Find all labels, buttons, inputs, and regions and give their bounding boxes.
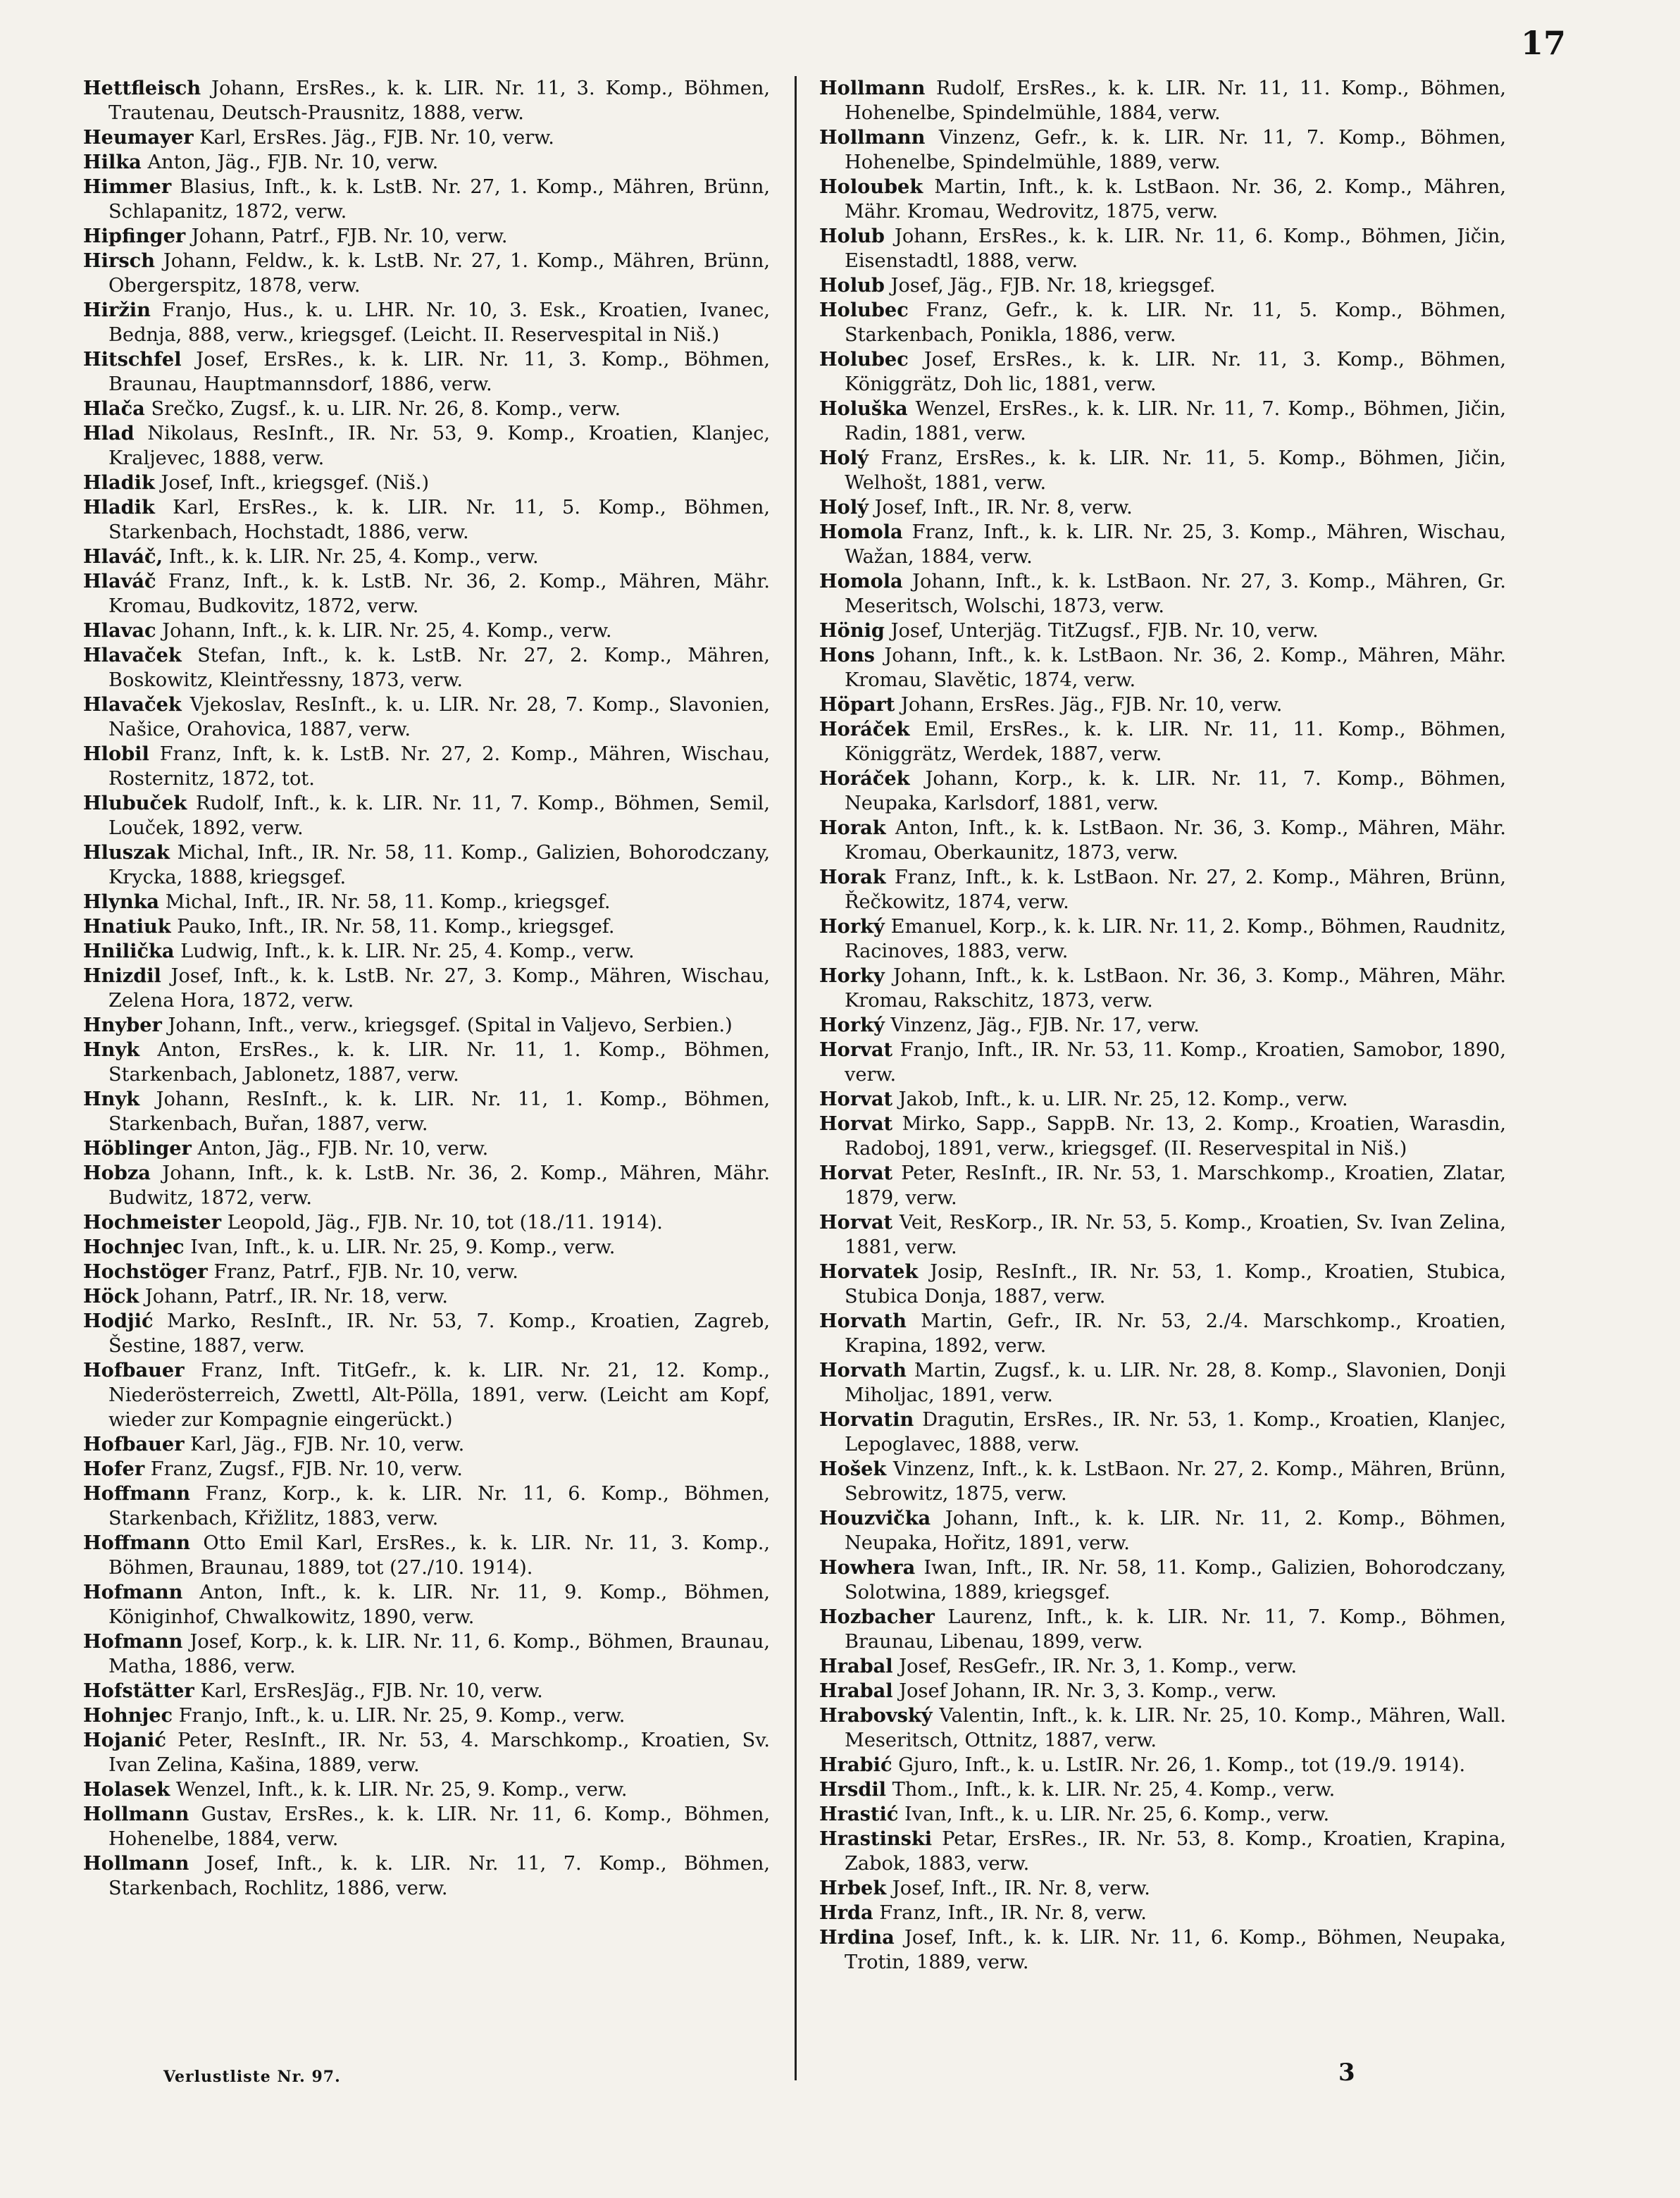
- entry-details: Franz, Inft, k. k. LstB. Nr. 27, 2. Komp., Mähren, Wischau, Rosternitz, 1872, tot.: [108, 743, 770, 790]
- list-entry: [819, 1654, 1506, 1679]
- list-entry: [819, 1901, 1506, 1925]
- entry-details: Anton, Inft., k. k. LIR. Nr. 11, 9. Komp., Böhmen, Königinhof, Chwalkowitz, 1890, verw.: [108, 1582, 770, 1628]
- entry-surname: Hozbacher: [819, 1606, 935, 1628]
- list-entry: [83, 569, 770, 619]
- entry-details: Johann, Feldw., k. k. LstB. Nr. 27, 1. Komp., Mähren, Brünn, Obergerspitz, 1878, verw.: [108, 250, 770, 297]
- list-entry: [83, 1260, 770, 1284]
- list-entry: [83, 175, 770, 224]
- entry-surname: Horvat: [819, 1112, 893, 1135]
- entry-details: Otto Emil Karl, ErsRes., k. k. LIR. Nr. 11, 3. Komp., Böhmen, Braunau, 1889, tot (27./10. 1914).: [108, 1532, 770, 1579]
- entry-details: Iwan, Inft., IR. Nr. 58, 11. Komp., Galizien, Bohorodczany, Solotwina, 1889, kriegsgef.: [845, 1557, 1506, 1603]
- list-entry: [83, 1038, 770, 1087]
- entry-details: Jakob, Inft., k. u. LIR. Nr. 25, 12. Komp., verw.: [892, 1088, 1348, 1110]
- entry-surname: Holub: [819, 274, 885, 297]
- list-entry: [819, 717, 1506, 766]
- entry-details: Leopold, Jäg., FJB. Nr. 10, tot (18./11. 1914).: [221, 1212, 663, 1234]
- entry-details: Ivan, Inft., k. u. LIR. Nr. 25, 6. Komp., verw.: [898, 1803, 1330, 1825]
- entry-surname: Hofstätter: [83, 1679, 194, 1702]
- entry-details: Marko, ResInft., IR. Nr. 53, 7. Komp., Kroatien, Zagreb, Šestine, 1887, verw.: [108, 1310, 770, 1357]
- entry-details: Franz, Patrf., FJB. Nr. 10, verw.: [207, 1261, 518, 1283]
- entry-surname: Holubec: [819, 299, 909, 321]
- entry-details: Vinzenz, Inft., k. k. LstBaon. Nr. 27, 2. Komp., Mähren, Brünn, Sebrowitz, 1875, verw.: [845, 1458, 1506, 1505]
- entry-details: Karl, Jäg., FJB. Nr. 10, verw.: [184, 1434, 465, 1455]
- entry-surname: Homola: [819, 570, 903, 592]
- list-entry: [819, 816, 1506, 865]
- entry-surname: Horvat: [819, 1211, 893, 1234]
- list-entry: [819, 175, 1506, 224]
- entry-details: Josef, Unterjäg. TitZugsf., FJB. Nr. 10, verw.: [884, 620, 1319, 642]
- entry-surname: Hrabovský: [819, 1704, 933, 1727]
- entry-surname: Horvat: [819, 1088, 893, 1110]
- entry-details: Franz, Zugsf., FJB. Nr. 10, verw.: [144, 1458, 463, 1480]
- list-entry: [819, 1457, 1506, 1506]
- page-number: 17: [1520, 24, 1566, 62]
- list-entry: [83, 125, 770, 150]
- entry-surname: Hobza: [83, 1162, 151, 1184]
- list-entry: [83, 1235, 770, 1260]
- entry-details: Anton, Inft., k. k. LstBaon. Nr. 36, 3. Komp., Mähren, Mähr. Kromau, Oberkaunitz, 1873, verw.: [845, 817, 1506, 864]
- entry-details: Vjekoslav, ResInft., k. u. LIR. Nr. 28, 7. Komp., Slavonien, Našice, Orahovica, 1887, verw.: [108, 694, 770, 740]
- list-entry: [83, 840, 770, 890]
- entry-surname: Hluszak: [83, 841, 170, 864]
- entry-surname: Hlad: [83, 422, 135, 445]
- list-entry: [83, 471, 770, 495]
- list-entry: [819, 1408, 1506, 1457]
- entry-surname: Hnyber: [83, 1014, 162, 1036]
- list-entry: [83, 890, 770, 914]
- entry-surname: Hons: [819, 644, 875, 666]
- entry-surname: Howhera: [819, 1556, 916, 1579]
- footer-sheet-mark: 3: [1338, 2059, 1355, 2087]
- entry-details: Martin, Zugsf., k. u. LIR. Nr. 28, 8. Komp., Slavonien, Donji Miholjac, 1891, verw.: [845, 1360, 1506, 1406]
- entry-surname: Hofer: [83, 1458, 145, 1480]
- entry-surname: Horvat: [819, 1038, 893, 1061]
- entry-details: Martin, Inft., k. k. LstBaon. Nr. 36, 2. Komp., Mähren, Mähr. Kromau, Wedrovitz, 1875, verw.: [845, 176, 1506, 223]
- list-entry: [819, 1876, 1506, 1901]
- entry-surname: Hlubuček: [83, 792, 187, 814]
- entry-details: Laurenz, Inft., k. k. LIR. Nr. 11, 7. Komp., Böhmen, Braunau, Libenau, 1899, verw.: [845, 1606, 1506, 1653]
- entry-surname: Heumayer: [83, 126, 194, 149]
- entry-surname: Hrabić: [819, 1753, 892, 1776]
- entry-details: Johann, Inft., k. k. LIR. Nr. 25, 4. Komp., verw.: [156, 620, 612, 642]
- list-entry: [819, 397, 1506, 446]
- list-entry: [83, 347, 770, 397]
- entry-details: Johann, Inft., verw., kriegsgef. (Spital in Valjevo, Serbien.): [161, 1014, 733, 1036]
- entry-details: Srečko, Zugsf., k. u. LIR. Nr. 26, 8. Komp., verw.: [144, 398, 621, 420]
- list-entry: [83, 1210, 770, 1235]
- entry-surname: Hettfleisch: [83, 77, 201, 99]
- entry-details: Johann, Patrf., FJB. Nr. 10, verw.: [185, 225, 508, 247]
- entry-surname: Holý: [819, 447, 869, 469]
- entry-details: Josef, Inft., IR. Nr. 8, verw.: [886, 1877, 1150, 1899]
- entry-surname: Holasek: [83, 1778, 170, 1801]
- entry-surname: Horvat: [819, 1162, 893, 1184]
- entry-details: Johann, Inft., k. k. LstBaon. Nr. 36, 3. Komp., Mähren, Mähr. Kromau, Rakschitz, 1873, verw.: [845, 965, 1506, 1012]
- entry-details: Gustav, ErsRes., k. k. LIR. Nr. 11, 6. Komp., Böhmen, Hohenelbe, 1884, verw.: [108, 1803, 770, 1850]
- entry-surname: Horvatek: [819, 1260, 919, 1283]
- list-entry: [819, 298, 1506, 347]
- entry-details: Pauko, Inft., IR. Nr. 58, 11. Komp., kriegsgef.: [170, 916, 615, 938]
- entry-details: Blasius, Inft., k. k. LstB. Nr. 27, 1. Komp., Mähren, Brünn, Schlapanitz, 1872, verw.: [108, 176, 770, 223]
- list-entry: [83, 397, 770, 421]
- entry-details: Thom., Inft., k. k. LIR. Nr. 25, 4. Komp., verw.: [885, 1779, 1336, 1801]
- entry-surname: Hilka: [83, 151, 142, 173]
- entry-surname: Hnilička: [83, 940, 175, 962]
- entry-details: Johann, Korp., k. k. LIR. Nr. 11, 7. Komp., Böhmen, Neupaka, Karlsdorf, 1881, verw.: [845, 768, 1506, 814]
- entry-details: Michal, Inft., IR. Nr. 58, 11. Komp., kriegsgef.: [159, 891, 611, 913]
- list-entry: [83, 1358, 770, 1432]
- list-entry: [83, 1136, 770, 1161]
- entry-surname: Hlača: [83, 397, 145, 420]
- entry-details: Josef Johann, IR. Nr. 3, 3. Komp., verw.: [892, 1680, 1277, 1702]
- list-entry: [83, 1482, 770, 1531]
- entry-surname: Horký: [819, 915, 885, 938]
- entry-details: Martin, Gefr., IR. Nr. 53, 2./4. Marschkomp., Kroatien, Krapina, 1892, verw.: [845, 1310, 1506, 1357]
- list-entry: [83, 495, 770, 545]
- entry-surname: Hlobil: [83, 743, 149, 765]
- entry-details: Gjuro, Inft., k. u. LstIR. Nr. 26, 1. Komp., tot (19./9. 1914).: [892, 1754, 1466, 1776]
- entry-details: Peter, ResInft., IR. Nr. 53, 1. Marschkomp., Kroatien, Zlatar, 1879, verw.: [845, 1162, 1506, 1209]
- entry-surname: Hlaváč: [83, 570, 156, 592]
- list-entry: [819, 495, 1506, 520]
- list-entry: [83, 619, 770, 643]
- entry-details: Josef, Inft., IR. Nr. 8, verw.: [868, 497, 1133, 519]
- list-entry: [83, 224, 770, 249]
- list-entry: [819, 1309, 1506, 1358]
- list-entry: [819, 693, 1506, 717]
- list-entry: [83, 1013, 770, 1038]
- entry-details: Josef, Korp., k. k. LIR. Nr. 11, 6. Komp., Böhmen, Braunau, Matha, 1886, verw.: [108, 1631, 770, 1677]
- entry-details: Johann, Inft., k. k. LstB. Nr. 36, 2. Komp., Mähren, Mähr. Budwitz, 1872, verw.: [108, 1162, 770, 1209]
- entry-surname: Hoffmann: [83, 1482, 191, 1505]
- entry-surname: Hollmann: [83, 1803, 189, 1825]
- list-entry: [819, 446, 1506, 495]
- list-entry: [819, 1679, 1506, 1703]
- entry-details: Nikolaus, ResInft., IR. Nr. 53, 9. Komp., Kroatien, Klanjec, Kraljevec, 1888, verw.: [108, 423, 770, 469]
- column-divider: [795, 76, 797, 2080]
- entry-details: Michal, Inft., IR. Nr. 58, 11. Komp., Galizien, Bohorodczany, Krycka, 1888, kriegsgef.: [108, 842, 770, 888]
- list-entry: [83, 742, 770, 791]
- entry-details: Stefan, Inft., k. k. LstB. Nr. 27, 2. Komp., Mähren, Boskowitz, Kleintřessny, 1873, verw.: [108, 645, 770, 691]
- list-entry: [819, 619, 1506, 643]
- entry-surname: Hofmann: [83, 1630, 183, 1653]
- entry-surname: Hlavaček: [83, 693, 182, 716]
- list-entry: [83, 1777, 770, 1802]
- entry-surname: Horký: [819, 1014, 885, 1036]
- entry-details: Josef, Jäg., FJB. Nr. 18, kriegsgef.: [884, 275, 1216, 297]
- list-entry: [83, 1802, 770, 1851]
- entry-details: Josip, ResInft., IR. Nr. 53, 1. Komp., Kroatien, Stubica, Stubica Donja, 1887, verw.: [845, 1261, 1506, 1308]
- entry-details: Peter, ResInft., IR. Nr. 53, 4. Marschkomp., Kroatien, Sv. Ivan Zelina, Kašina, 1889, verw.: [108, 1730, 770, 1776]
- list-entry: [819, 964, 1506, 1013]
- entry-surname: Hollmann: [819, 77, 926, 99]
- entry-details: Mirko, Sapp., SappB. Nr. 13, 2. Komp., Kroatien, Warasdin, Radoboj, 1891, verw., kriegsgef. (II. Reservespital in Niš.): [845, 1113, 1506, 1160]
- entry-surname: Hiržin: [83, 299, 151, 321]
- entry-surname: Horky: [819, 964, 885, 987]
- list-entry: [83, 1161, 770, 1210]
- entry-details: Josef, Inft., k. k. LIR. Nr. 11, 6. Komp., Böhmen, Neupaka, Trotin, 1889, verw.: [845, 1927, 1506, 1973]
- list-entry: [83, 249, 770, 298]
- entry-surname: Horvatin: [819, 1408, 914, 1431]
- list-entry: [819, 1777, 1506, 1802]
- entry-surname: Hnyk: [83, 1038, 140, 1061]
- columns-container: [83, 76, 1513, 2077]
- entry-surname: Höpart: [819, 693, 895, 716]
- list-entry: [819, 76, 1506, 125]
- entry-details: Ivan, Inft., k. u. LIR. Nr. 25, 9. Komp., verw.: [184, 1236, 616, 1258]
- entry-details: Josef, ErsRes., k. k. LIR. Nr. 11, 3. Komp., Böhmen, Königgrätz, Doh lic, 1881, verw.: [845, 349, 1506, 395]
- entry-surname: Hrastić: [819, 1803, 899, 1825]
- entry-surname: Hofbauer: [83, 1359, 185, 1381]
- entry-surname: Hrdina: [819, 1926, 895, 1949]
- entry-surname: Hnyk: [83, 1088, 140, 1110]
- entry-details: Franz, Gefr., k. k. LIR. Nr. 11, 5. Komp., Böhmen, Starkenbach, Ponikla, 1886, verw.: [845, 299, 1506, 346]
- entry-details: Wenzel, Inft., k. k. LIR. Nr. 25, 9. Komp., verw.: [170, 1779, 628, 1801]
- entry-details: Franz, Inft., k. k. LstB. Nr. 36, 2. Komp., Mähren, Mähr. Kromau, Budkovitz, 1872, verw.: [108, 571, 770, 617]
- list-entry: [83, 421, 770, 471]
- entry-surname: Hofmann: [83, 1581, 183, 1603]
- entry-surname: Hitschfel: [83, 348, 182, 371]
- entry-surname: Hipfinger: [83, 225, 186, 247]
- entry-surname: Holub: [819, 225, 885, 247]
- entry-surname: Hrabal: [819, 1655, 893, 1677]
- entry-surname: Hrda: [819, 1901, 873, 1924]
- entry-details: Veit, ResKorp., IR. Nr. 53, 5. Komp., Kroatien, Sv. Ivan Zelina, 1881, verw.: [845, 1212, 1506, 1258]
- list-entry: [83, 1728, 770, 1777]
- entry-details: Rudolf, Inft., k. k. LIR. Nr. 11, 7. Komp., Böhmen, Semil, Louček, 1892, verw.: [108, 793, 770, 839]
- list-entry: [83, 1851, 770, 1901]
- entry-surname: Hofbauer: [83, 1433, 185, 1455]
- list-entry: [819, 1038, 1506, 1087]
- footer-list-reference: Verlustliste Nr. 97.: [163, 2068, 341, 2086]
- entry-surname: Hlynka: [83, 890, 160, 913]
- list-entry: [819, 914, 1506, 964]
- list-entry: [819, 1556, 1506, 1605]
- entry-surname: Hrbek: [819, 1877, 887, 1899]
- entry-details: Karl, ErsRes., k. k. LIR. Nr. 11, 5. Komp., Böhmen, Starkenbach, Hochstadt, 1886, verw.: [108, 497, 770, 543]
- list-entry: [819, 766, 1506, 816]
- list-entry: [83, 1679, 770, 1703]
- entry-surname: Horvath: [819, 1310, 907, 1332]
- list-entry: [819, 643, 1506, 693]
- entry-surname: Hohnjec: [83, 1704, 173, 1727]
- entry-details: Vinzenz, Gefr., k. k. LIR. Nr. 11, 7. Komp., Böhmen, Hohenelbe, Spindelmühle, 1889, verw.: [845, 127, 1506, 173]
- entry-surname: Hnizdil: [83, 964, 161, 987]
- entry-details: Rudolf, ErsRes., k. k. LIR. Nr. 11, 11. Komp., Böhmen, Hohenelbe, Spindelmühle, 1884, verw.: [845, 77, 1506, 124]
- list-entry: [819, 1358, 1506, 1408]
- entry-details: Johann, Inft., k. k. LstBaon. Nr. 36, 2. Komp., Mähren, Mähr. Kromau, Slavětic, 1874, verw.: [845, 645, 1506, 691]
- entry-details: Franz, Korp., k. k. LIR. Nr. 11, 6. Komp., Böhmen, Starkenbach, Křižlitz, 1883, verw.: [108, 1483, 770, 1529]
- entry-details: Inft., k. k. LIR. Nr. 25, 4. Komp., verw.: [163, 546, 539, 568]
- entry-details: Franjo, Inft., IR. Nr. 53, 11. Komp., Kroatien, Samobor, 1890, verw.: [845, 1039, 1506, 1086]
- entry-details: Emanuel, Korp., k. k. LIR. Nr. 11, 2. Komp., Böhmen, Raudnitz, Racinoves, 1883, verw.: [845, 916, 1506, 962]
- entry-details: Valentin, Inft., k. k. LIR. Nr. 25, 10. Komp., Mähren, Wall. Meseritsch, Ottnitz, 1887, verw.: [845, 1705, 1506, 1751]
- list-entry: [819, 1703, 1506, 1753]
- entry-surname: Homola: [819, 521, 903, 543]
- entry-details: Johann, Inft., k. k. LIR. Nr. 11, 2. Komp., Böhmen, Neupaka, Hořitz, 1891, verw.: [845, 1508, 1506, 1554]
- entry-details: Karl, ErsResJäg., FJB. Nr. 10, verw.: [194, 1680, 543, 1702]
- entry-surname: Hladik: [83, 496, 155, 519]
- entry-details: Franz, Inft., k. k. LstBaon. Nr. 27, 2. Komp., Mähren, Brünn, Řečkowitz, 1874, verw.: [845, 867, 1506, 913]
- list-entry: [83, 545, 770, 569]
- entry-surname: Hrabal: [819, 1679, 893, 1702]
- list-entry: [819, 125, 1506, 175]
- list-entry: [819, 1827, 1506, 1876]
- entry-surname: Hošek: [819, 1458, 887, 1480]
- entry-details: Johann, Patrf., IR. Nr. 18, verw.: [139, 1286, 448, 1308]
- entry-details: Josef, Inft., k. k. LstB. Nr. 27, 3. Komp., Mähren, Wischau, Zelena Hora, 1872, verw.: [108, 965, 770, 1012]
- list-entry: [819, 1087, 1506, 1112]
- entry-surname: Hrastinski: [819, 1827, 933, 1850]
- list-entry: [83, 643, 770, 693]
- right-column: [819, 76, 1506, 1975]
- list-entry: [819, 1161, 1506, 1210]
- list-entry: [83, 1457, 770, 1482]
- list-entry: [819, 1013, 1506, 1038]
- entry-details: Dragutin, ErsRes., IR. Nr. 53, 1. Komp., Kroatien, Klanjec, Lepoglavec, 1888, verw.: [845, 1409, 1506, 1455]
- list-entry: [83, 1703, 770, 1728]
- entry-surname: Höblinger: [83, 1137, 192, 1160]
- entry-surname: Hlavaček: [83, 644, 182, 666]
- entry-details: Franz, Inft., k. k. LIR. Nr. 25, 3. Komp., Mähren, Wischau, Wažan, 1884, verw.: [845, 521, 1506, 568]
- entry-surname: Horak: [819, 817, 886, 839]
- entry-details: Josef, Inft., kriegsgef. (Niš.): [154, 472, 430, 494]
- entry-details: Anton, Jäg., FJB. Nr. 10, verw.: [141, 151, 439, 173]
- list-entry: [819, 865, 1506, 914]
- entry-surname: Hollmann: [83, 1852, 189, 1875]
- entry-surname: Holoubek: [819, 175, 923, 198]
- list-entry: [83, 76, 770, 125]
- list-entry: [819, 1210, 1506, 1260]
- list-entry: [83, 1580, 770, 1629]
- list-entry: [819, 1112, 1506, 1161]
- entry-surname: Hlaváč,: [83, 545, 163, 568]
- list-entry: [83, 939, 770, 964]
- list-entry: [83, 1309, 770, 1358]
- entry-surname: Hoffmann: [83, 1532, 191, 1554]
- list-entry: [819, 224, 1506, 273]
- list-entry: [83, 791, 770, 840]
- entry-details: Emil, ErsRes., k. k. LIR. Nr. 11, 11. Komp., Böhmen, Königgrätz, Werdek, 1887, verw.: [845, 719, 1506, 765]
- list-entry: [819, 1802, 1506, 1827]
- entry-details: Wenzel, ErsRes., k. k. LIR. Nr. 11, 7. Komp., Böhmen, Jičin, Radin, 1881, verw.: [845, 398, 1506, 445]
- entry-details: Johann, ErsRes., k. k. LIR. Nr. 11, 6. Komp., Böhmen, Jičin, Eisenstadtl, 1888, verw.: [845, 225, 1506, 272]
- entry-details: Vinzenz, Jäg., FJB. Nr. 17, verw.: [884, 1014, 1200, 1036]
- entry-surname: Hollmann: [819, 126, 926, 149]
- entry-surname: Houzvička: [819, 1507, 931, 1529]
- list-entry: [83, 1531, 770, 1580]
- list-entry: [819, 520, 1506, 569]
- list-entry: [819, 1260, 1506, 1309]
- entry-details: Franjo, Hus., k. u. LHR. Nr. 10, 3. Esk., Kroatien, Ivanec, Bednja, 888, verw., kriegsgef. (Leicht. II. Reservespital in Niš.): [108, 299, 770, 346]
- list-entry: [83, 914, 770, 939]
- entry-details: Ludwig, Inft., k. k. LIR. Nr. 25, 4. Komp., verw.: [174, 940, 635, 962]
- entry-surname: Horvath: [819, 1359, 907, 1381]
- entry-surname: Horak: [819, 866, 886, 888]
- entry-details: Franjo, Inft., k. u. LIR. Nr. 25, 9. Komp., verw.: [173, 1705, 626, 1727]
- list-entry: [83, 1087, 770, 1136]
- list-entry: [83, 1629, 770, 1679]
- entry-details: Petar, ErsRes., IR. Nr. 53, 8. Komp., Kroatien, Krapina, Zabok, 1883, verw.: [845, 1828, 1506, 1875]
- entry-surname: Hochnjec: [83, 1236, 185, 1258]
- entry-surname: Hochmeister: [83, 1211, 222, 1234]
- entry-details: Johann, ResInft., k. k. LIR. Nr. 11, 1. Komp., Böhmen, Starkenbach, Buřan, 1887, verw.: [108, 1088, 770, 1135]
- entry-surname: Horáček: [819, 718, 910, 740]
- entry-surname: Hochstöger: [83, 1260, 208, 1283]
- entry-details: Josef, Inft., k. k. LIR. Nr. 11, 7. Komp., Böhmen, Starkenbach, Rochlitz, 1886, verw.: [108, 1853, 770, 1899]
- list-entry: [819, 1605, 1506, 1654]
- entry-details: Johann, Inft., k. k. LstBaon. Nr. 27, 3. Komp., Mähren, Gr. Meseritsch, Wolschi, 1873, verw.: [845, 571, 1506, 617]
- entry-details: Karl, ErsRes. Jäg., FJB. Nr. 10, verw.: [193, 127, 554, 149]
- entry-surname: Hnatiuk: [83, 915, 171, 938]
- entry-surname: Himmer: [83, 175, 172, 198]
- list-entry: [83, 298, 770, 347]
- entry-surname: Hojanić: [83, 1729, 166, 1751]
- entry-surname: Holubec: [819, 348, 909, 371]
- entry-details: Josef, ResGefr., IR. Nr. 3, 1. Komp., verw.: [892, 1656, 1298, 1677]
- list-entry: [819, 569, 1506, 619]
- entry-surname: Höck: [83, 1285, 139, 1308]
- entry-details: Franz, Inft., IR. Nr. 8, verw.: [873, 1902, 1147, 1924]
- list-entry: [83, 1432, 770, 1457]
- list-entry: [83, 150, 770, 175]
- left-column: [83, 76, 770, 1901]
- entry-details: Johann, ErsRes. Jäg., FJB. Nr. 10, verw.: [895, 694, 1283, 716]
- entry-surname: Holuška: [819, 397, 908, 420]
- entry-surname: Hrsdil: [819, 1778, 886, 1801]
- list-entry: [83, 964, 770, 1013]
- entry-surname: Holý: [819, 496, 869, 519]
- entry-surname: Hlavac: [83, 619, 156, 642]
- entry-details: Anton, ErsRes., k. k. LIR. Nr. 11, 1. Komp., Böhmen, Starkenbach, Jablonetz, 1887, verw.: [108, 1039, 770, 1086]
- entry-details: Johann, ErsRes., k. k. LIR. Nr. 11, 3. Komp., Böhmen, Trautenau, Deutsch-Prausnitz, 1888, verw.: [108, 77, 770, 124]
- list-entry: [83, 1284, 770, 1309]
- entry-surname: Hodjić: [83, 1310, 154, 1332]
- entry-details: Franz, ErsRes., k. k. LIR. Nr. 11, 5. Komp., Böhmen, Jičin, Welhošt, 1881, verw.: [845, 447, 1506, 494]
- list-entry: [83, 693, 770, 742]
- entry-details: Anton, Jäg., FJB. Nr. 10, verw.: [191, 1138, 489, 1160]
- list-entry: [819, 347, 1506, 397]
- list-entry: [819, 1506, 1506, 1556]
- entry-surname: Hönig: [819, 619, 885, 642]
- entry-details: Josef, ErsRes., k. k. LIR. Nr. 11, 3. Komp., Böhmen, Braunau, Hauptmannsdorf, 1886, verw.: [108, 349, 770, 395]
- list-entry: [819, 1753, 1506, 1777]
- entry-surname: Horáček: [819, 767, 910, 790]
- list-entry: [819, 1925, 1506, 1975]
- list-entry: [819, 273, 1506, 298]
- entry-surname: Hladik: [83, 471, 155, 494]
- entry-details: Franz, Inft. TitGefr., k. k. LIR. Nr. 21, 12. Komp., Niederösterreich, Zwettl, Alt-Pölla, 1891, verw. (Leicht am Kopf, wieder zur Kompagnie eingerückt.): [108, 1360, 770, 1431]
- entry-surname: Hirsch: [83, 249, 155, 272]
